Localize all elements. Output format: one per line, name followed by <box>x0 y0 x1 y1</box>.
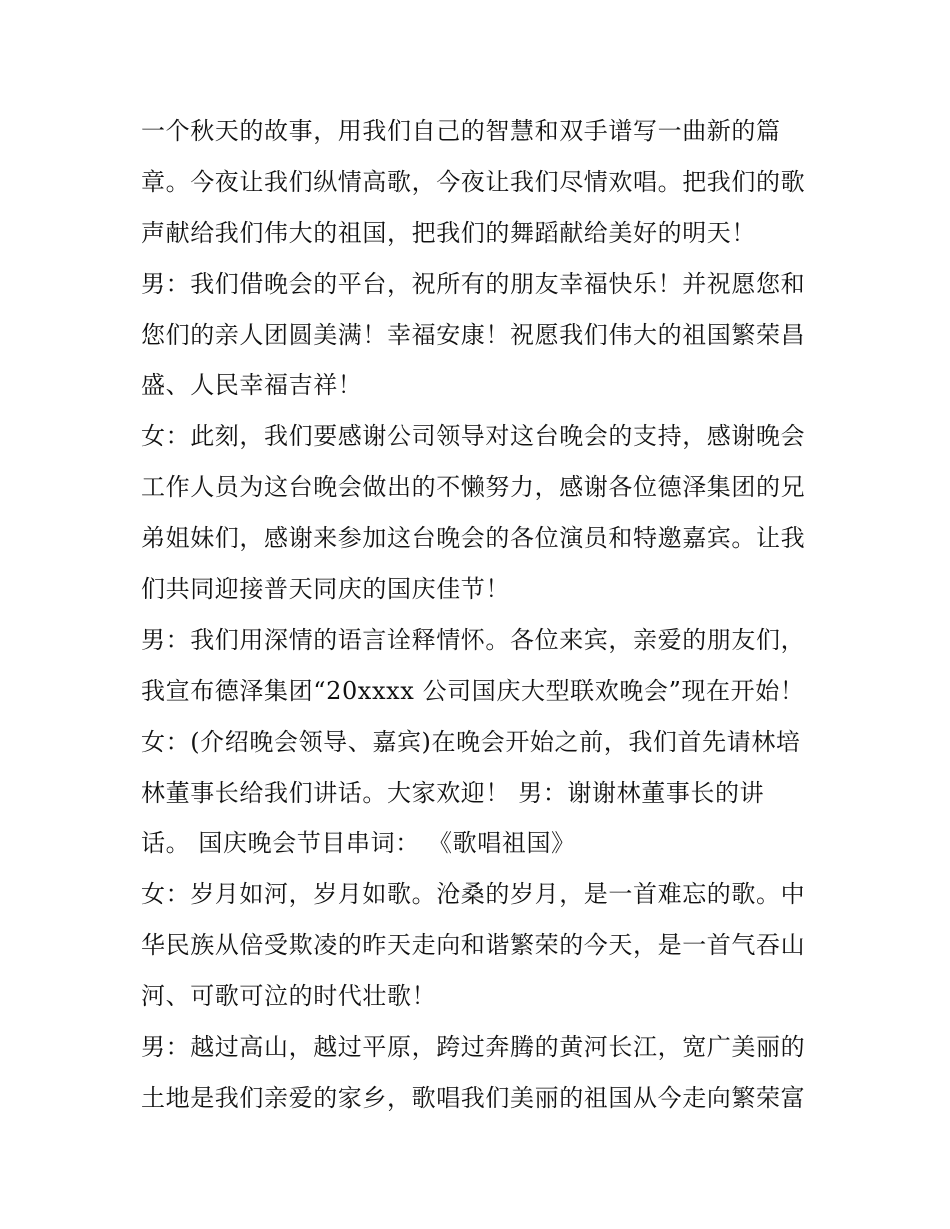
text-line: 您们的亲人团圆美满！幸福安康！祝愿我们伟大的祖国繁荣昌 <box>141 320 806 349</box>
text-line: 男：越过高山，越过平原，跨过奔腾的黄河长江，宽广美丽的 <box>141 1033 806 1062</box>
text-line: 盛、人民幸福吉祥！ <box>141 371 363 400</box>
text-line: 女：(介绍晚会领导、嘉宾)在晚会开始之前，我们首先请林培 <box>141 727 801 756</box>
text-line: 我宣布德泽集团“20xxxx 公司国庆大型联欢晚会”现在开始！ <box>141 676 805 705</box>
document-body <box>141 106 821 1124</box>
text-line: 声献给我们伟大的祖国，把我们的舞蹈献给美好的明天！ <box>141 218 756 247</box>
text-line: 女：岁月如河，岁月如歌。沧桑的岁月，是一首难忘的歌。中 <box>141 880 806 909</box>
text-line: 弟姐妹们，感谢来参加这台晚会的各位演员和特邀嘉宾。让我 <box>141 524 806 553</box>
text-line: 男：我们借晚会的平台，祝所有的朋友幸福快乐！并祝愿您和 <box>141 269 806 298</box>
text-line: 华民族从倍受欺凌的昨天走向和谐繁荣的今天，是一首气吞山 <box>141 931 806 960</box>
text-line: 工作人员为这台晚会做出的不懒努力，感谢各位德泽集团的兄 <box>141 473 806 502</box>
text-line: 章。今夜让我们纵情高歌，今夜让我们尽情欢唱。把我们的歌 <box>141 167 806 196</box>
text-line: 男：我们用深情的语言诠释情怀。各位来宾，亲爱的朋友们， <box>141 625 806 654</box>
text-line: 土地是我们亲爱的家乡，歌唱我们美丽的祖国从今走向繁荣富 <box>141 1083 806 1112</box>
text-line: 林董事长给我们讲话。大家欢迎！ 男：谢谢林董事长的讲 <box>141 778 765 807</box>
text-line: 女：此刻，我们要感谢公司领导对这台晚会的支持，感谢晚会 <box>141 422 806 451</box>
text-line: 河、可歌可泣的时代壮歌！ <box>141 982 437 1011</box>
text-line: 们共同迎接普天同庆的国庆佳节！ <box>141 575 510 604</box>
text-line: 一个秋天的故事，用我们自己的智慧和双手谱写一曲新的篇 <box>141 117 781 145</box>
text-line: 话。 国庆晚会节目串词： 《歌唱祖国》 <box>141 829 576 858</box>
